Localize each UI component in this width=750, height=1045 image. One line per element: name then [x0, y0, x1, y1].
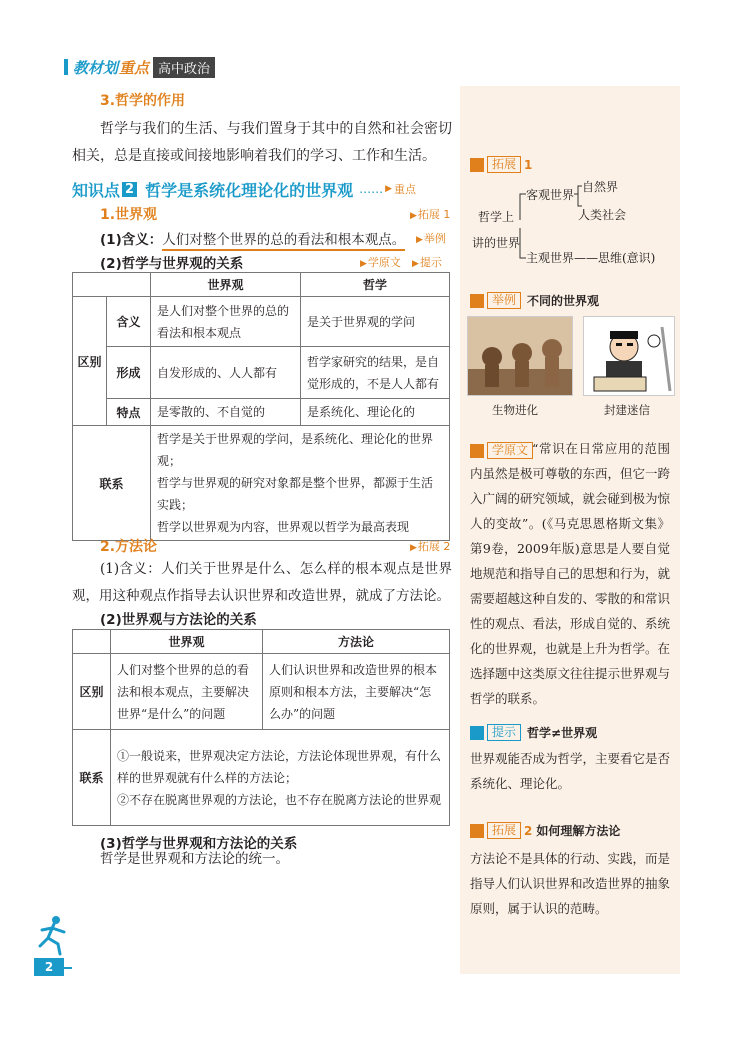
sidebar-example-box: 举例	[487, 292, 521, 309]
table-corner	[73, 273, 151, 297]
mind-root-b: 讲的世界	[472, 236, 521, 250]
sidebar-original-box: 学原文	[487, 442, 533, 459]
methodology-definition: (1)含义：人们关于世界是什么、怎么样的根本观点是世界观，用这种观点作指导去认识世界和改造世界，就成了方法论。	[72, 561, 452, 604]
sidebar-ext2-num: 2	[524, 823, 533, 838]
tag-ext1[interactable]	[410, 206, 450, 222]
header-subject: 高中政治	[153, 57, 215, 78]
expand-icon	[470, 158, 484, 172]
evolution-image	[467, 316, 573, 396]
sidebar-example-heading	[470, 292, 599, 309]
tag-example[interactable]	[416, 230, 446, 246]
table-link-cell	[151, 426, 450, 541]
mind-subjective-world: 主观世界——思维(意识)	[526, 251, 656, 265]
triangle-icon: ▶	[360, 259, 367, 269]
table-row-label: 联系	[73, 730, 111, 826]
table-row-label: 形成	[107, 347, 151, 399]
relation-title-text: (3)哲学与世界观和方法论的关系	[100, 836, 298, 852]
sidebar-ext2-title: 如何理解方法论	[536, 824, 621, 838]
table-group-label: 区别	[73, 297, 107, 426]
tag-ext1-label: 拓展 1	[417, 208, 451, 221]
header-brand: 教材划	[73, 58, 119, 77]
sidebar-hint-text: 世界观能否成为哲学，主要看它是否系统化、理论化。	[470, 751, 671, 791]
sidebar-hint-heading	[470, 724, 597, 741]
knowledge-point-heading	[72, 178, 452, 200]
table-row	[73, 347, 450, 399]
subsection-title-worldview: 1.世界观	[100, 207, 158, 223]
table-philosophy-vs-worldview	[72, 272, 450, 541]
caption-evolution: 生物进化	[492, 403, 538, 417]
table-corner	[73, 630, 111, 654]
table-row	[73, 654, 450, 730]
sidebar-ext2-box: 拓展	[487, 822, 521, 839]
table-row	[73, 426, 450, 541]
table-row-label: 区别	[73, 654, 111, 730]
tag-original-label: 学原文	[367, 256, 401, 269]
pencil-icon	[470, 726, 484, 740]
relation-title-text: (2)哲学与世界观的关系	[100, 256, 244, 272]
table-link-cell	[111, 730, 450, 826]
mind-society: 人类社会	[578, 208, 627, 222]
table-header-methodology: 方法论	[263, 630, 450, 654]
link-line: ①一般说来，世界观决定方法论，方法论体现世界观，有什么样的世界观就有什么样的方法论；	[117, 748, 442, 785]
definition-text: 人们对整个世界的总的看法和根本观点。	[162, 232, 405, 251]
table-header-worldview: 世界观	[111, 630, 263, 654]
sidebar-hint-title: 哲学≠世界观	[527, 726, 598, 740]
mind-nature: 自然界	[582, 180, 619, 194]
sidebar-ext1-box: 拓展	[487, 156, 521, 173]
table-row	[73, 399, 450, 426]
triangle-icon: ▶	[385, 184, 392, 194]
sidebar-hint-box: 提示	[487, 724, 521, 741]
worldview-definition	[100, 228, 405, 248]
subsection-title-methodology: 2.方法论	[100, 539, 158, 555]
table-header-philosophy: 哲学	[301, 273, 450, 297]
table-header-row	[73, 273, 450, 297]
caption-superstition: 封建迷信	[604, 403, 650, 417]
table-cell: 是零散的、不自觉的	[151, 399, 301, 426]
header-brand-highlight: 重点	[119, 58, 150, 77]
table-row-label: 特点	[107, 399, 151, 426]
relation-title-philosophy-worldview	[100, 252, 243, 272]
triangle-icon: ▶	[410, 543, 417, 553]
kp-title: 哲学是系统化理论化的世界观	[145, 180, 354, 200]
tag-hint-label: 提示	[419, 256, 442, 269]
kp-dots: ……	[359, 182, 384, 196]
table-cell: 是系统化、理论化的	[301, 399, 450, 426]
link-line: 哲学是关于世界观的学问，是系统化、理论化的世界观；	[157, 432, 434, 468]
mind-root-a: 哲学上	[478, 210, 515, 224]
table-header-row	[73, 630, 450, 654]
relation-title-text: (2)世界观与方法论的关系	[100, 612, 257, 628]
tag-ext2-label: 拓展 2	[417, 540, 451, 553]
sidebar-example-title: 不同的世界观	[527, 294, 600, 308]
link-line: 哲学以世界观为内容，世界观以哲学为最高表现	[157, 520, 410, 534]
table-link-label: 联系	[73, 426, 151, 541]
table-cell: 是人们对整个世界的总的看法和根本观点	[151, 297, 301, 347]
triangle-icon: ▶	[410, 211, 417, 221]
header-bar	[64, 59, 68, 75]
kp-number: 2	[122, 182, 137, 197]
page-number: 2	[34, 958, 64, 976]
sidebar-ext1-heading	[470, 156, 532, 173]
example-icon	[470, 294, 484, 308]
kp-tag: 重点	[394, 183, 416, 196]
table-header-worldview: 世界观	[151, 273, 301, 297]
table-cell: 自发形成的、人人都有	[151, 347, 301, 399]
table-cell: 人们认识世界和改造世界的根本原则和根本方法，主要解决“怎么办”的问题	[263, 654, 450, 730]
table-row	[73, 297, 450, 347]
link-line: 哲学与世界观的研究对象都是整个世界，都源于生活实践；	[157, 476, 434, 512]
mind-objective-world: 客观世界	[526, 188, 575, 202]
sidebar-ext2-heading	[470, 822, 620, 839]
expand-icon	[470, 824, 484, 838]
runner-icon	[34, 912, 74, 956]
tag-original[interactable]	[360, 254, 401, 270]
section-paragraph-role: 哲学与我们的生活、与我们置身于其中的自然和社会密切相关，总是直接或间接地影响着我们的学习、工作和生活。	[72, 121, 452, 164]
table-cell: 人们对整个世界的总的看法和根本观点，主要解决世界“是什么”的问题	[111, 654, 263, 730]
relation-title-worldview-methodology	[100, 608, 257, 628]
tag-hint[interactable]	[412, 254, 442, 270]
superstition-image	[583, 316, 675, 396]
table-worldview-vs-methodology	[72, 629, 450, 826]
page-number-line	[64, 967, 72, 969]
table-row-label: 含义	[107, 297, 151, 347]
triangle-icon: ▶	[416, 235, 423, 245]
philosophy-unity-text: 哲学是世界观和方法论的统一。	[100, 851, 289, 867]
tag-ext2[interactable]	[410, 538, 450, 554]
section-title-role-of-philosophy: 3.哲学的作用	[100, 93, 186, 109]
table-cell: 是关于世界观的学问	[301, 297, 450, 347]
triangle-icon: ▶	[412, 259, 419, 269]
sidebar-ext1-num: 1	[524, 157, 533, 172]
link-line: ②不存在脱离世界观的方法论，也不存在脱离方法论的世界观	[117, 792, 442, 807]
sidebar-original-text: “常识在日常应用的范围内虽然是极可尊敬的东西，但它一跨入广阔的研究领域，就会碰到极为惊人的变故”。(《马克思恩格斯文集》第9卷，2009年版)意思是人要自觉地规范和指导自己的思想和行为，就需要超越这种自发的、零散的和常识性的观点、看法，形成自觉的、系统化的世界观，也就是上升为哲学。在选择题中这类原文往往提示世界观与哲学的联系。	[470, 441, 671, 706]
page-header	[64, 56, 215, 78]
table-cell: 哲学家研究的结果，是自觉形成的，不是人人都有	[301, 347, 450, 399]
tag-example-label: 举例	[423, 232, 446, 245]
kp-label: 知识点	[72, 180, 121, 200]
table-row	[73, 730, 450, 826]
definition-lead: (1)含义：	[100, 232, 163, 248]
sidebar-ext2-text: 方法论不是具体的行动、实践，而是指导人们认识世界和改造世界的抽象原则，属于认识的范畴。	[470, 851, 671, 916]
